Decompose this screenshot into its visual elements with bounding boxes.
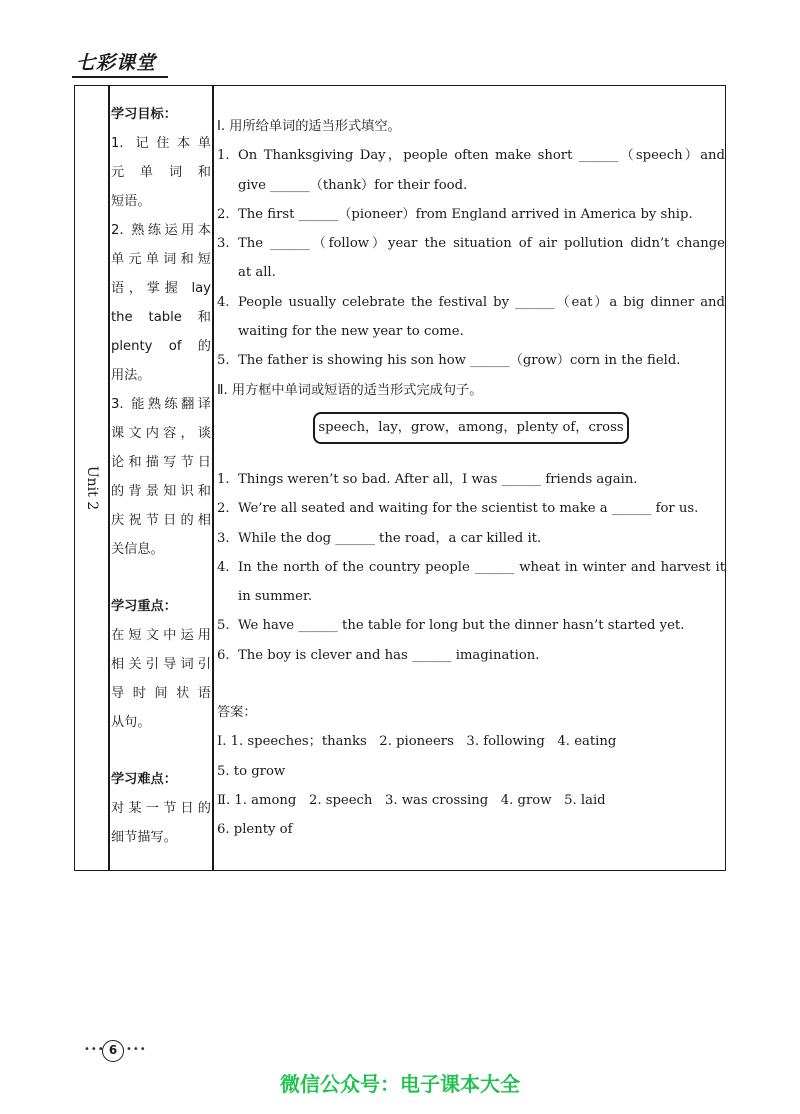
- text-line: 的背景知识和: [111, 484, 211, 499]
- answer-line: 6. plenty of: [217, 822, 293, 838]
- text-line: 单元单词和短: [111, 252, 211, 267]
- item-text: at all.: [238, 265, 276, 281]
- answers-list: [217, 727, 725, 844]
- header-rule: [72, 76, 168, 78]
- item-text: We have ______ the table for long but the dinner hasn’t started yet.: [238, 618, 685, 634]
- unit-label: Unit 2: [84, 465, 100, 511]
- exercise-item: [217, 200, 725, 229]
- exercise-item: [217, 465, 725, 494]
- text-line: 3. 能熟练翻译: [111, 397, 211, 412]
- item-number: 5.: [217, 353, 230, 369]
- item-number: 3.: [217, 530, 230, 546]
- page-number: ••• 6 •••: [84, 1040, 144, 1062]
- item-number: 1.: [217, 148, 230, 164]
- objectives-heading: 学习目标：: [111, 107, 177, 122]
- item-text: The boy is clever and has ______ imagination.: [238, 647, 540, 663]
- item-number: [217, 171, 238, 200]
- item-text: Things weren’t so bad. After all，I was ______ friends again.: [238, 471, 638, 487]
- text-line: 1. 记住本单: [111, 136, 211, 151]
- page-number-value: 6: [102, 1040, 124, 1062]
- text-line: 对某一节日的: [111, 801, 211, 816]
- text-line: 短语。: [111, 194, 151, 209]
- difficulties-heading: 学习难点：: [111, 772, 177, 787]
- exercise-column: [217, 112, 725, 845]
- item-number: 2.: [217, 501, 230, 517]
- item-number: 3.: [217, 236, 230, 252]
- item-text: give ______（thank）for their food.: [238, 177, 468, 193]
- goals-column: [111, 100, 211, 852]
- section2-heading: Ⅱ. 用方框中单词或短语的适当形式完成句子。: [217, 382, 483, 398]
- exercise-item: [217, 611, 725, 640]
- item-text: On Thanksgiving Day，people often make short ______（speech）and: [238, 148, 725, 164]
- key-points-list: [111, 621, 211, 737]
- text-line: 相关引导词引: [111, 657, 211, 672]
- text-line: 2. 熟练运用本: [111, 223, 211, 238]
- section2-items: [217, 465, 725, 670]
- item-number: [217, 258, 238, 287]
- item-number: [217, 582, 238, 611]
- answers-heading: 答案：: [217, 705, 257, 721]
- text-line: plenty of 的: [111, 339, 211, 354]
- item-number: [217, 317, 238, 346]
- item-text: We’re all seated and waiting for the scientist to make a ______ for us.: [238, 501, 699, 517]
- item-number: 4.: [217, 294, 230, 310]
- item-number: 1.: [217, 471, 230, 487]
- exercise-item: [217, 317, 725, 346]
- answer-line: Ⅱ. 1. among 2. speech 3. was crossing 4. grow 5. laid: [217, 792, 606, 808]
- text-line: 课文内容，谈: [111, 426, 211, 441]
- logo: 七彩课堂: [76, 52, 157, 74]
- item-number: 6.: [217, 647, 230, 663]
- item-text: waiting for the new year to come.: [238, 324, 464, 340]
- item-text: in summer.: [238, 589, 313, 605]
- text-line: 细节描写。: [111, 830, 177, 845]
- text-line: 语，掌握 lay: [111, 281, 211, 296]
- item-number: 2.: [217, 206, 230, 222]
- item-text: People usually celebrate the festival by ______（eat）a big dinner and: [238, 294, 725, 310]
- watermark: 微信公众号：电子课本大全: [280, 1072, 520, 1096]
- item-text: The first ______（pioneer）from England arrived in America by ship.: [238, 206, 693, 222]
- exercise-item: [217, 258, 725, 287]
- item-number: 5.: [217, 618, 230, 634]
- difficulties-list: [111, 794, 211, 852]
- text-line: 论和描写节日: [111, 455, 211, 470]
- section1-heading: Ⅰ. 用所给单词的适当形式填空。: [217, 119, 401, 134]
- key-points-heading: 学习重点：: [111, 599, 177, 614]
- exercise-item: [217, 141, 725, 170]
- text-line: 元单词和: [111, 165, 211, 180]
- exercise-item: [217, 346, 725, 375]
- objectives-list: [111, 129, 211, 564]
- exercise-item: [217, 494, 725, 523]
- word-box: speech，lay，grow，among，plenty of，cross: [313, 412, 629, 444]
- exercise-item: [217, 553, 725, 582]
- text-line: 用法。: [111, 368, 151, 383]
- exercise-item: [217, 229, 725, 258]
- section1-items: [217, 141, 725, 375]
- unit-column: [75, 86, 109, 870]
- text-line: 导时间状语: [111, 686, 211, 701]
- text-line: 庆祝节日的相: [111, 513, 211, 528]
- exercise-item: [217, 582, 725, 611]
- exercise-item: [217, 171, 725, 200]
- answer-line: 5. to grow: [217, 763, 286, 779]
- item-text: While the dog ______ the road，a car killed it.: [238, 530, 542, 546]
- text-line: 在短文中运用: [111, 628, 211, 643]
- column-divider: [212, 86, 214, 870]
- item-text: The father is showing his son how ______（grow）corn in the field.: [238, 353, 681, 369]
- item-text: In the north of the country people ______ wheat in winter and harvest it: [238, 559, 725, 575]
- lesson-table: [74, 85, 726, 871]
- exercise-item: [217, 288, 725, 317]
- item-number: 4.: [217, 559, 230, 575]
- item-text: The ______（follow）year the situation of air pollution didn’t change: [238, 236, 725, 252]
- text-line: 从句。: [111, 715, 151, 730]
- answer-line: Ⅰ. 1. speeches；thanks 2. pioneers 3. following 4. eating: [217, 734, 617, 750]
- text-line: the table 和: [111, 310, 211, 325]
- exercise-item: [217, 641, 725, 670]
- exercise-item: [217, 524, 725, 553]
- text-line: 关信息。: [111, 542, 164, 557]
